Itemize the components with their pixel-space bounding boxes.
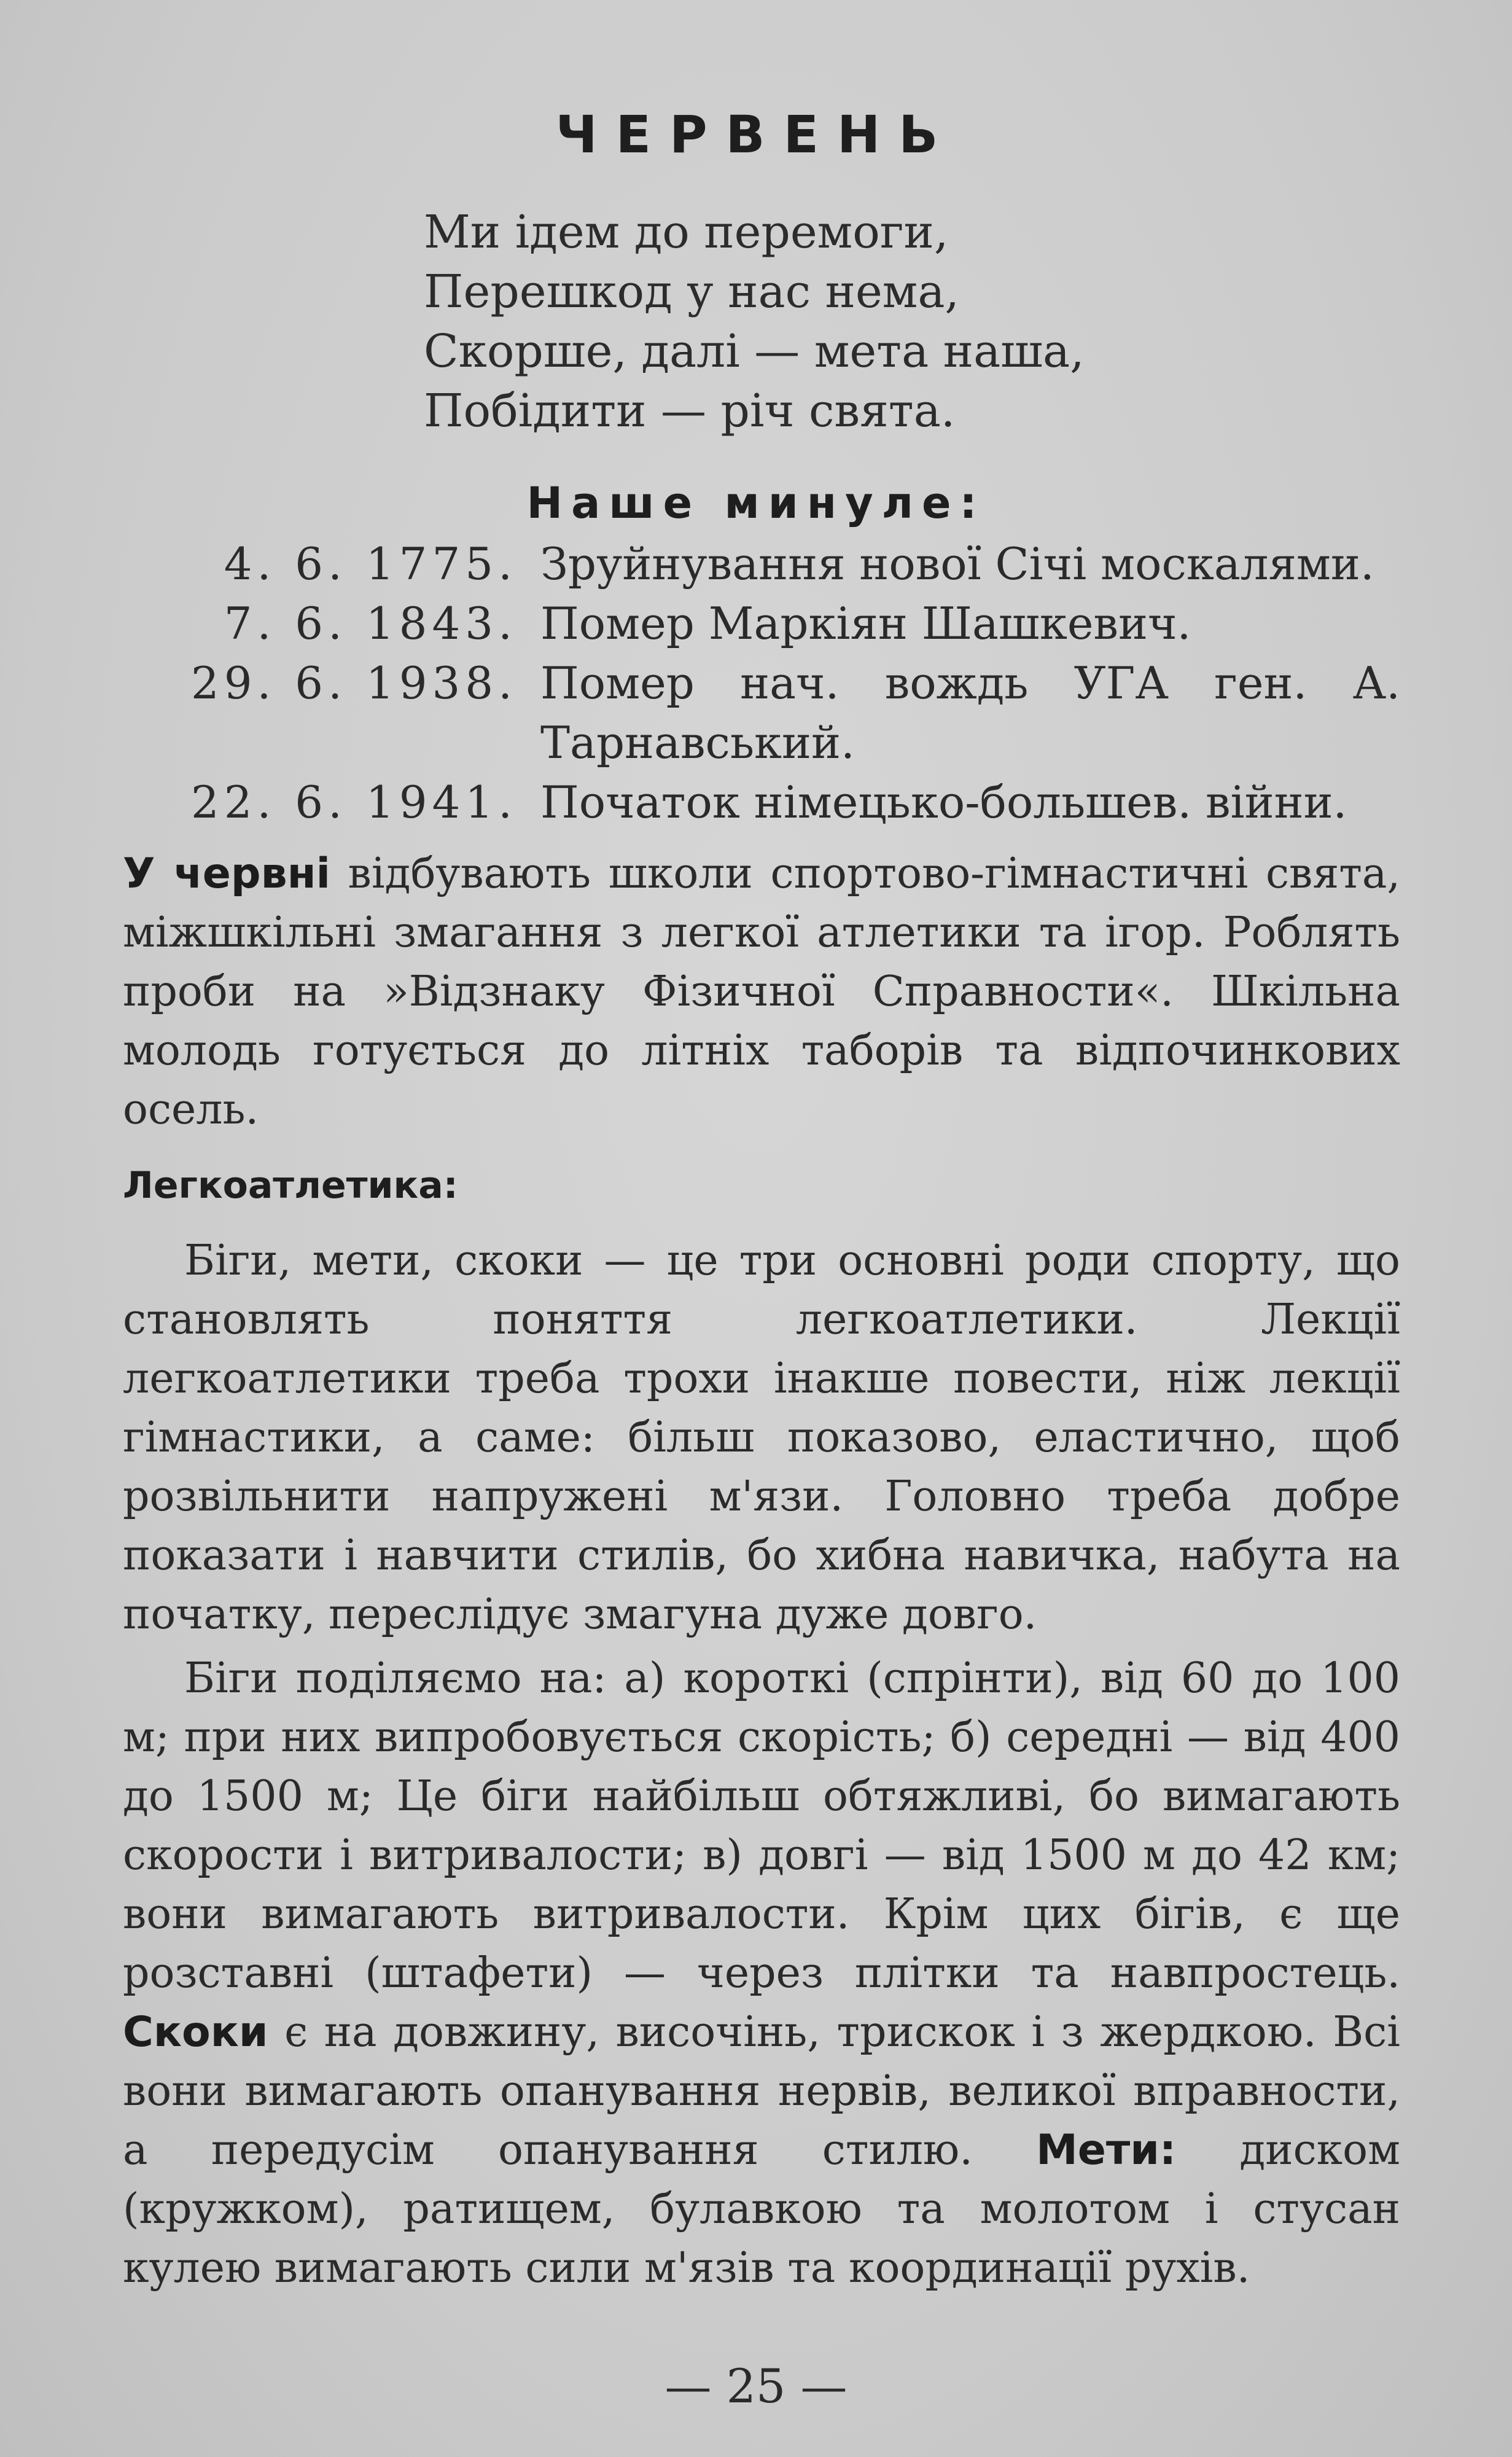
paragraph-text: Біги поділяємо на: а) короткі (спрінти), від 60 до 100 м; при них випробовується скорість; б) середні — від 400 до 1500 м; Це біги найбільш обтяжливі, бо вимагають скорости і витривалости; в) довгі — від 1500 м до 42 км; вони вимагають витривалости. Крім цих бігів, є ще розставні (штафети) — через плітки та навпростець. [123,1654,1400,1998]
poem-line: Перешкод у нас нема, [424,265,959,318]
intro-lead: У червні [123,850,330,898]
history-text: Помер нач. вождь УГА ген. А. Тарнавський. [540,657,1400,768]
poem-line: Побідити — річ свята. [424,385,956,437]
section-title: Легкоатлетика: [123,1164,458,1207]
history-item [0,654,1512,773]
page-number: — 25 — [664,2359,848,2413]
history-date: 29. 6. 1938. [190,657,517,709]
poem [424,203,1085,441]
history-text: Початок німецько-большев. війни. [540,776,1347,828]
intro-paragraph [123,845,1400,1139]
history-list [0,534,1512,832]
history-text: Зруйнування нової Січі москалями. [540,538,1374,590]
history-item [0,594,1512,654]
history-item [0,773,1512,832]
bold-term: Мети: [1036,2126,1177,2174]
history-date: 4. 6. 1775. [224,538,517,590]
page-heading: ЧЕРВЕНЬ [555,104,957,165]
history-date: 22. 6. 1941. [190,776,517,828]
history-heading: Наше минуле: [526,478,986,528]
history-item [0,534,1512,594]
paragraph-text: диском (кружком), ратищем, булавкою та молотом і стусан кулею вимагають сили м'язів та координації рухів. [123,2126,1400,2292]
paragraph [123,1232,1400,1644]
history-date: 7. 6. 1843. [224,598,517,649]
poem-line: Скорше, далі — мета наша, [424,325,1085,378]
paragraph-text: є на довжину, височінь, трискок і з жердкою. Всі вони вимагають опанування нервів, великої вправности, а передусім опанування стилю. [123,2008,1400,2174]
bold-term: Скоки [123,2008,268,2057]
paragraph [123,1649,1400,2298]
poem-line: Ми ідем до перемоги, [424,206,949,259]
intro-text: відбувають школи спортово-гімнастичні свята, міжшкільні змагання з легкої атлетики та ігор. Роблять проби на »Відзнаку Фізичної Справности«. Шкільна молодь готується до літніх таборів та відпочинкових осель. [123,850,1400,1134]
history-text: Помер Маркіян Шашкевич. [540,598,1191,649]
paragraph-text: Біги, мети, скоки — це три основні роди спорту, що становлять поняття легкоатлетики. Лекції легкоатлетики треба трохи інакше повести, ніж лекції гімнастики, а саме: більш показово, еластично, щоб розвільнити напружені м'язи. Головно треба добре показати і навчити стилів, бо хибна навичка, набута на початку, переслідує змагуна дуже довго. [123,1236,1400,1639]
